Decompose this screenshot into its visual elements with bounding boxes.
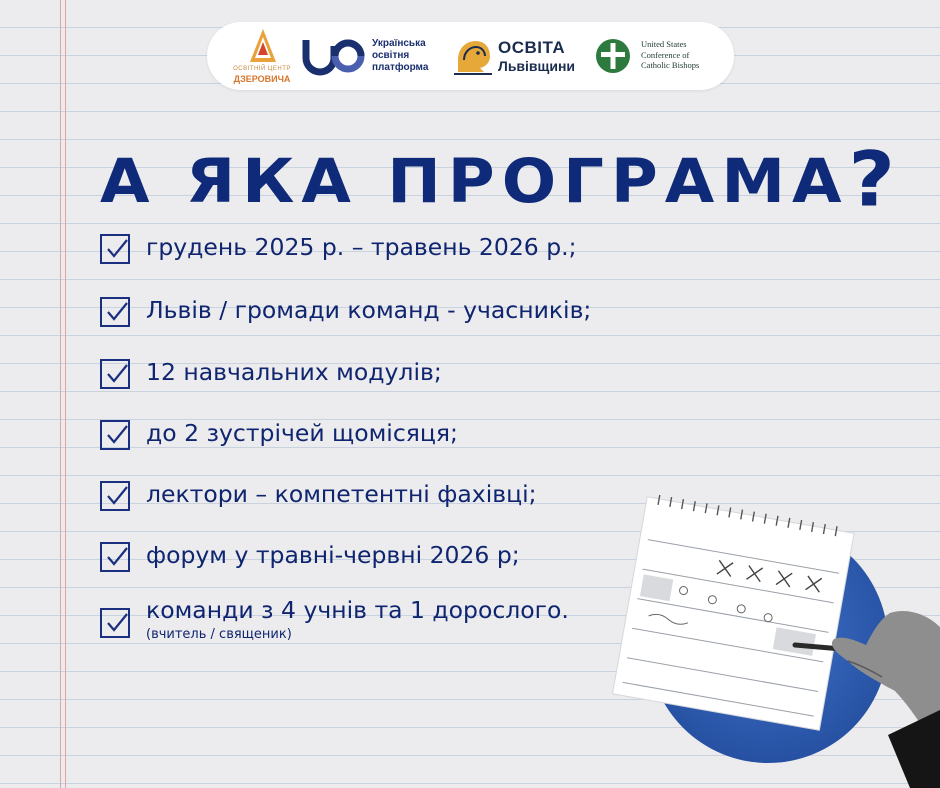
checkbox [100, 608, 130, 638]
uop-line-2: освітня [372, 50, 410, 61]
calendar-illustration [590, 495, 940, 788]
usccb-logo [595, 22, 725, 90]
list-item-text: Львів / громади команд - учасників; [146, 296, 592, 324]
list-item-text: лектори – компетентні фахівці; [146, 480, 537, 508]
usccb-line-3: Catholic Bishops [641, 60, 700, 70]
page-title [100, 135, 895, 224]
list-item-text: грудень 2025 р. – травень 2026 р.; [146, 233, 577, 261]
uop-line-1: Українська [372, 38, 426, 49]
checkmark-icon [104, 483, 130, 509]
osvita-subtitle: Львівщини [498, 58, 576, 74]
checkmark-icon [104, 299, 130, 325]
list-item-text: 12 навчальних модулів; [146, 358, 442, 386]
cross-emblem-icon [595, 38, 631, 74]
checkmark-icon [104, 361, 130, 387]
ukrainian-education-platform-logo [302, 22, 442, 90]
dzerovycha-logo [227, 22, 297, 90]
list-item-text: до 2 зустрічей щомісяця; [146, 419, 458, 447]
list-item-text: форум у травні-червні 2026 р; [146, 541, 520, 569]
checkmark-icon [104, 236, 130, 262]
dzerovycha-name: ДЗЕРОВИЧА [233, 74, 291, 84]
triangle-logo-icon [249, 28, 277, 64]
checkmark-icon [104, 544, 130, 570]
title-text: А ЯКА ПРОГРАМА [100, 146, 849, 217]
uop-line-3: платформа [372, 62, 429, 73]
checkbox [100, 481, 130, 511]
margin-line-left [60, 0, 61, 788]
checkbox [100, 359, 130, 389]
lion-icon [452, 36, 494, 76]
checkbox [100, 234, 130, 264]
dzerovycha-caption: ОСВІТНІЙ ЦЕНТР [233, 66, 291, 72]
list-item-text: команди з 4 учнів та 1 дорослого. [146, 596, 569, 624]
osvita-title: ОСВІТА [498, 38, 566, 57]
partner-logo-bar [207, 22, 734, 90]
margin-line-right [65, 0, 66, 788]
osvita-lvivshchyny-logo [452, 22, 587, 90]
title-question-mark: ? [848, 135, 895, 224]
checkbox [100, 420, 130, 450]
uop-mark-icon [302, 36, 368, 76]
checkbox [100, 297, 130, 327]
usccb-line-1: United States [641, 39, 687, 49]
usccb-line-2: Conference of [641, 49, 690, 60]
calendar-sheet [613, 495, 855, 730]
checkbox [100, 542, 130, 572]
list-item-note: (вчитель / священик) [146, 627, 292, 642]
checkmark-icon [104, 610, 130, 636]
checkmark-icon [104, 422, 130, 448]
